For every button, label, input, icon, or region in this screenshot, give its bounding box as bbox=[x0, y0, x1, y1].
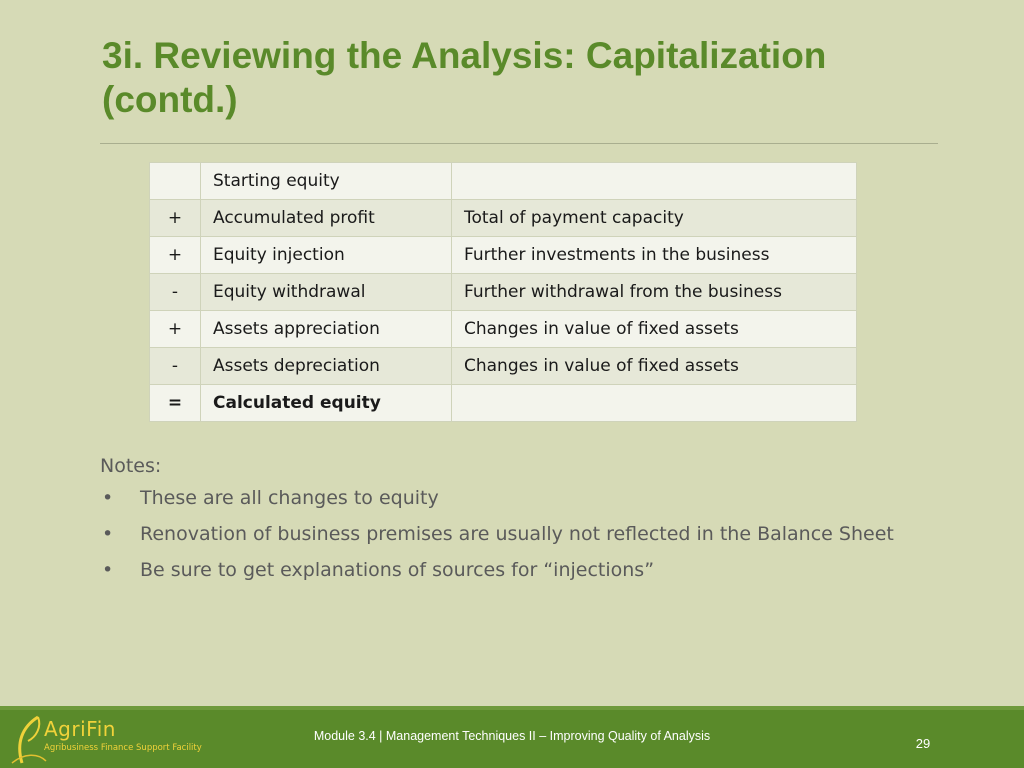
row-item: Calculated equity bbox=[201, 385, 452, 422]
row-item: Accumulated profit bbox=[201, 200, 452, 237]
logo-tagline: Agribusiness Finance Support Facility bbox=[44, 743, 202, 753]
row-sign: + bbox=[150, 311, 201, 348]
module-footer-text: Module 3.4 | Management Techniques II – Improving Quality of Analysis bbox=[313, 729, 711, 743]
row-description: Further investments in the business bbox=[452, 237, 857, 274]
row-sign: - bbox=[150, 274, 201, 311]
row-description: Further withdrawal from the business bbox=[452, 274, 857, 311]
row-item: Assets depreciation bbox=[201, 348, 452, 385]
row-sign: = bbox=[150, 385, 201, 422]
bullet-icon: • bbox=[102, 523, 114, 545]
equity-table bbox=[149, 162, 857, 422]
page-number: 29 bbox=[915, 736, 931, 751]
table-row bbox=[150, 237, 857, 274]
table-row bbox=[150, 311, 857, 348]
table-row bbox=[150, 274, 857, 311]
row-description: Changes in value of fixed assets bbox=[452, 311, 857, 348]
table-row bbox=[150, 200, 857, 237]
notes-section bbox=[100, 452, 920, 592]
leaf-icon bbox=[8, 713, 48, 765]
list-item bbox=[100, 556, 920, 584]
slide-title: 3i. Reviewing the Analysis: Capitalization (contd.) bbox=[102, 35, 827, 120]
table-row bbox=[150, 163, 857, 200]
row-item: Equity withdrawal bbox=[201, 274, 452, 311]
row-description bbox=[452, 163, 857, 200]
notes-list bbox=[100, 484, 920, 584]
row-sign: - bbox=[150, 348, 201, 385]
row-description: Changes in value of fixed assets bbox=[452, 348, 857, 385]
notes-label: Notes: bbox=[100, 455, 162, 477]
row-sign: + bbox=[150, 237, 201, 274]
note-text: These are all changes to equity bbox=[140, 487, 439, 509]
note-text: Be sure to get explanations of sources for “injections” bbox=[140, 559, 655, 581]
table-row bbox=[150, 348, 857, 385]
row-sign: + bbox=[150, 200, 201, 237]
row-sign bbox=[150, 163, 201, 200]
title-divider bbox=[100, 143, 938, 144]
list-item bbox=[100, 520, 920, 548]
row-item: Equity injection bbox=[201, 237, 452, 274]
agrifin-logo bbox=[8, 713, 218, 765]
note-text: Renovation of business premises are usually not reflected in the Balance Sheet bbox=[140, 523, 894, 545]
row-description bbox=[452, 385, 857, 422]
table-row-total bbox=[150, 385, 857, 422]
logo-wordmark: AgriFin bbox=[44, 717, 116, 741]
list-item bbox=[100, 484, 920, 512]
row-item: Assets appreciation bbox=[201, 311, 452, 348]
row-description: Total of payment capacity bbox=[452, 200, 857, 237]
bullet-icon: • bbox=[102, 559, 114, 581]
bullet-icon: • bbox=[102, 487, 114, 509]
row-item: Starting equity bbox=[201, 163, 452, 200]
